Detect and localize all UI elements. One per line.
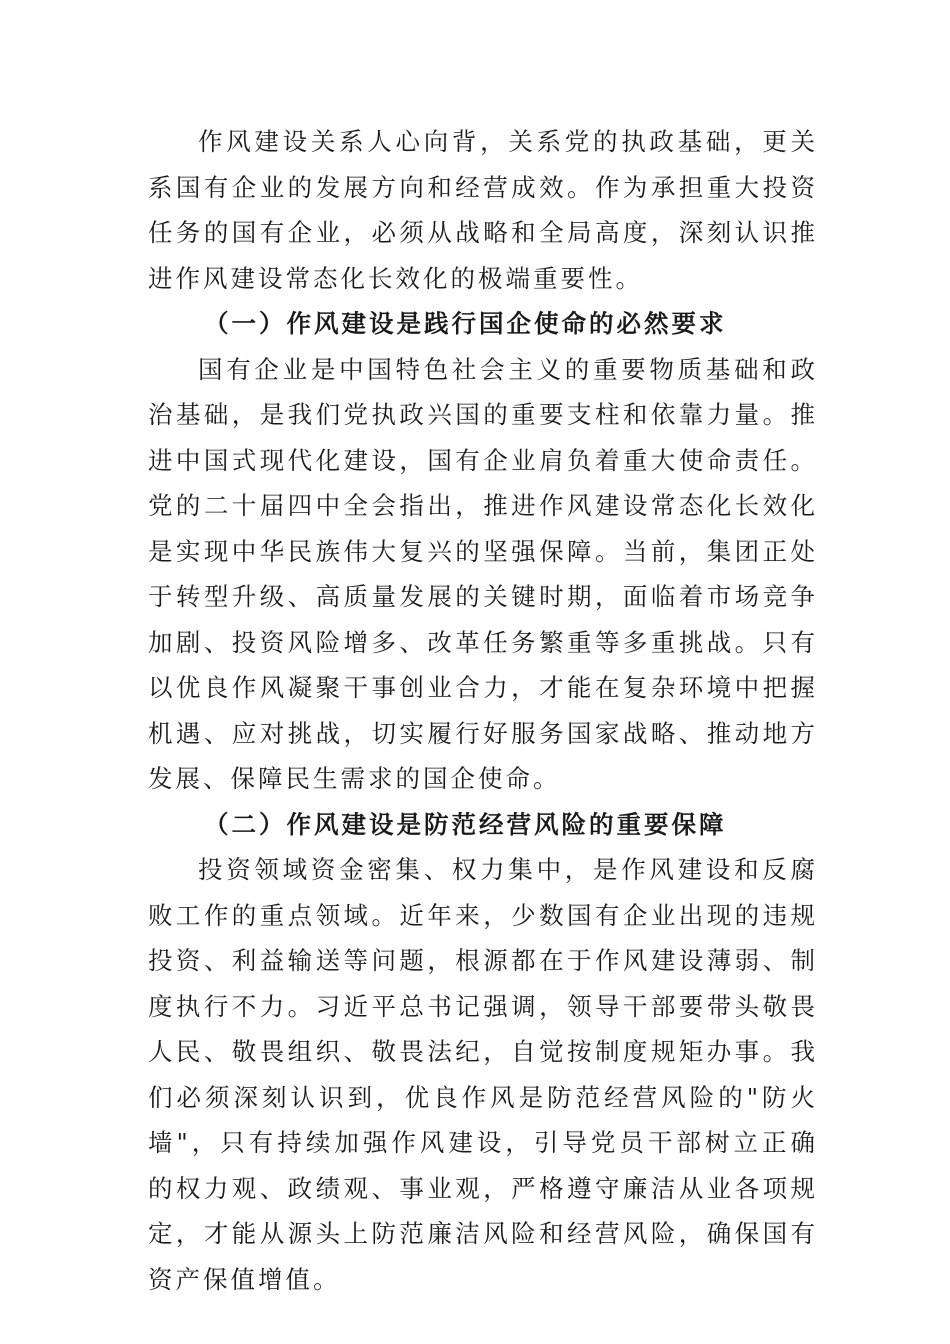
section-heading-2: （二）作风建设是防范经营风险的重要保障	[204, 809, 727, 839]
intro-paragraph: 作风建设关系人心向背，关系党的执政基础，更关系国有企业的发展方向和经营成效。作为承担重大投资任务的国有企业，必须从战略和全局高度，深刻认识推进作风建设常态化长效化的极端重要性。	[148, 127, 818, 293]
section-heading-1: （一）作风建设是践行国企使命的必然要求	[204, 309, 727, 338]
section-1-paragraph: 国有企业是中国特色社会主义的重要物质基础和政治基础，是我们党执政兴国的重要支柱和依靠力量。推进中国式现代化建设，国有企业肩负着重大使命责任。党的二十届四中全会指出，推进作风建设常态化长效化是实现中华民族伟大复兴的坚强保障。当前，集团正处于转型升级、高质量发展的关键时期，面临着市场竞争加剧、投资风险增多、改革任务繁重等多重挑战。只有以优良作风凝聚干事创业合力，才能在复杂环境中把握机遇、应对挑战，切实履行好服务国家战略、推动地方发展、保障民生需求的国企使命。	[148, 354, 818, 793]
document-body	[148, 119, 818, 1302]
section-2-paragraph: 投资领域资金密集、权力集中，是作风建设和反腐败工作的重点领域。近年来，少数国有企业出现的违规投资、利益输送等问题，根源都在于作风建设薄弱、制度执行不力。习近平总书记强调，领导干部要带头敬畏人民、敬畏组织、敬畏法纪，自觉按制度规矩办事。我们必须深刻认识到，优良作风是防范经营风险的"防火墙"，只有持续加强作风建设，引导党员干部树立正确的权力观、政绩观、事业观，严格遵守廉洁从业各项规定，才能从源头上防范廉洁风险和经营风险，确保国有资产保值增值。	[148, 855, 818, 1294]
